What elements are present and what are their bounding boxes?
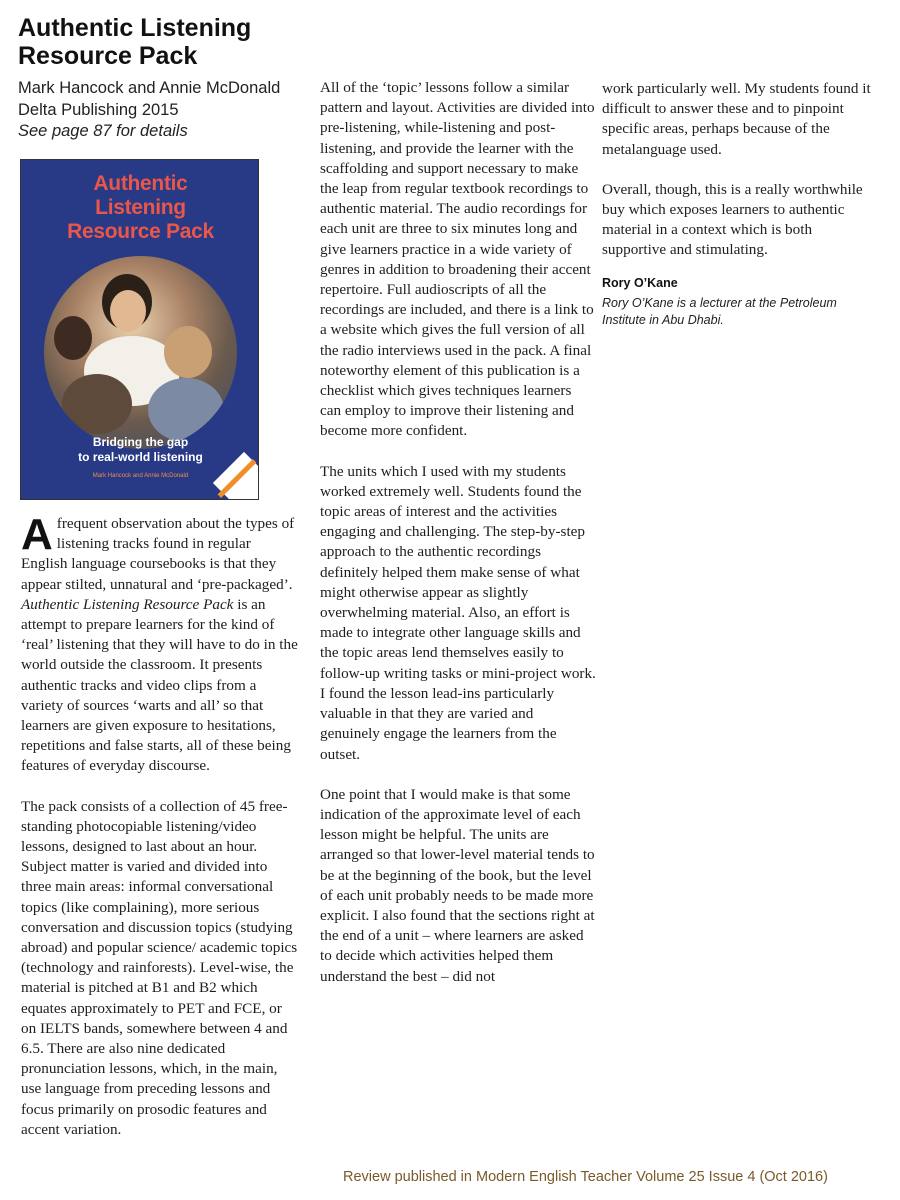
cover-title <box>21 172 259 244</box>
intro-text-2: is an attempt to prepare learners for the kind of ‘real’ listening that they will have to do in the world outside the classroom. It presents authentic tracks and video clips from a variety of sources ‘warts and all’ so that learners are given exposure to hesitations, repetitions and false starts, all of these being features of everyday discourse. <box>21 595 298 775</box>
paragraph-pack-contents: The pack consists of a collection of 45 free-standing photocopiable listening/video lessons, designed to last about an hour. Subject matter is varied and divided into three main areas: informal conversational topics (like complaining), more serious conversation and discussion topics (studying abroad) and popular science/ academic topics (technology and rainforests). Level-wise, the material is pitched at B1 and B2 which equates approximately to PET and FCE, or on IELTS bands, somewhere between 4 and 6.5. There are also nine dedicated pronunciation lessons, which, in the main, use language from preceding lessons and focus primarily on prosodic features and accent variation. <box>21 797 298 1138</box>
paragraph-criticism: One point that I would make is that some indication of the approximate level of each lesson might be helpful. The units are arranged so that lower-level material tends to be at the beginning of the book, but the level of each unit probably needs to be made more explicit. I also found that the sections right at the end of a unit – where learners are asked to decide which activities helped them understand the best – did not <box>320 785 595 985</box>
cover-photo <box>44 256 237 449</box>
cover-title-line1: Authentic <box>93 172 188 195</box>
column-2 <box>320 78 596 987</box>
cover-subtitle-line1: Bridging the gap <box>92 435 189 449</box>
cover-authors: Mark Hancock and Annie McDonald <box>92 473 189 479</box>
cover-subtitle-line2: to real-world listening <box>78 450 203 464</box>
reviewer-name: Rory O’Kane <box>602 275 678 290</box>
paragraph-conclusion: Overall, though, this is a really worthwhile buy which exposes learners to authentic material in a context which is both supportive and stimulating. <box>602 180 863 259</box>
intro-text-1: frequent observation about the types of listening tracks found in regular English language coursebooks is that they appear stilted, unnatural and ‘pre-packaged’. <box>21 515 295 593</box>
article-title-line2: Resource Pack <box>18 42 198 70</box>
book-authors: Mark Hancock and Annie McDonald <box>18 79 281 97</box>
cover-subtitle <box>21 435 259 465</box>
book-details <box>18 78 308 143</box>
article-title-line1: Authentic Listening <box>18 14 252 42</box>
cover-title-line2: Listening <box>95 196 186 219</box>
book-publisher: Delta Publishing 2015 <box>18 100 179 119</box>
paragraph-units-used: The units which I used with my students worked extremely well. Students found the topic areas of interest and the activities engaging and challenging. The step-by-step approach to the authentic recordings definitely helped them make sense of what might otherwise appear as slightly overwhelming material. Also, an effort is made to integrate other language skills and the topic areas lend themselves easily to follow-up writing tasks or mini-project work. I found the lesson lead-ins particularly valuable in that they are varied and genuinely engage the learners from the outset. <box>320 462 596 763</box>
cover-title-line3: Resource Pack <box>67 220 214 243</box>
column-3 <box>602 79 877 329</box>
publication-citation: Review published in Modern English Teacher Volume 25 Issue 4 (Oct 2016) <box>343 1169 828 1185</box>
drop-cap: A <box>21 510 53 559</box>
paragraph-criticism-cont: work particularly well. My students found it difficult to answer these and to pinpoint specific areas, perhaps because of the metalanguage used. <box>602 80 871 158</box>
paragraph-intro <box>21 510 299 777</box>
reviewer-bio: Rory O’Kane is a lecturer at the Petroleum Institute in Abu Dhabi. <box>602 295 837 327</box>
book-cover-image <box>20 159 259 500</box>
paragraph-topic-lessons: All of the ‘topic’ lessons follow a similar pattern and layout. Activities are divided into pre-listening, while-listening and post-listening, and provide the learner with the scaffolding and support necessary to make the leap from regular textbook recordings to authentic material. The audio recordings for each unit are three to six minutes long and give learners practice in a wide variety of genres in addition to broadening their accent repertoire. Full audioscripts of all the recordings are included, and there is a link to a website which gives the full version of all the radio interviews used in the pack. A final noteworthy element of this publication is a checklist which gives techniques learners can employ to improve their listening and become more confident. <box>320 79 595 440</box>
see-page-note: See page 87 for details <box>18 122 188 140</box>
intro-book-title: Authentic Listening Resource Pack <box>21 595 234 613</box>
article-title <box>18 14 308 70</box>
column-1 <box>21 510 299 1140</box>
